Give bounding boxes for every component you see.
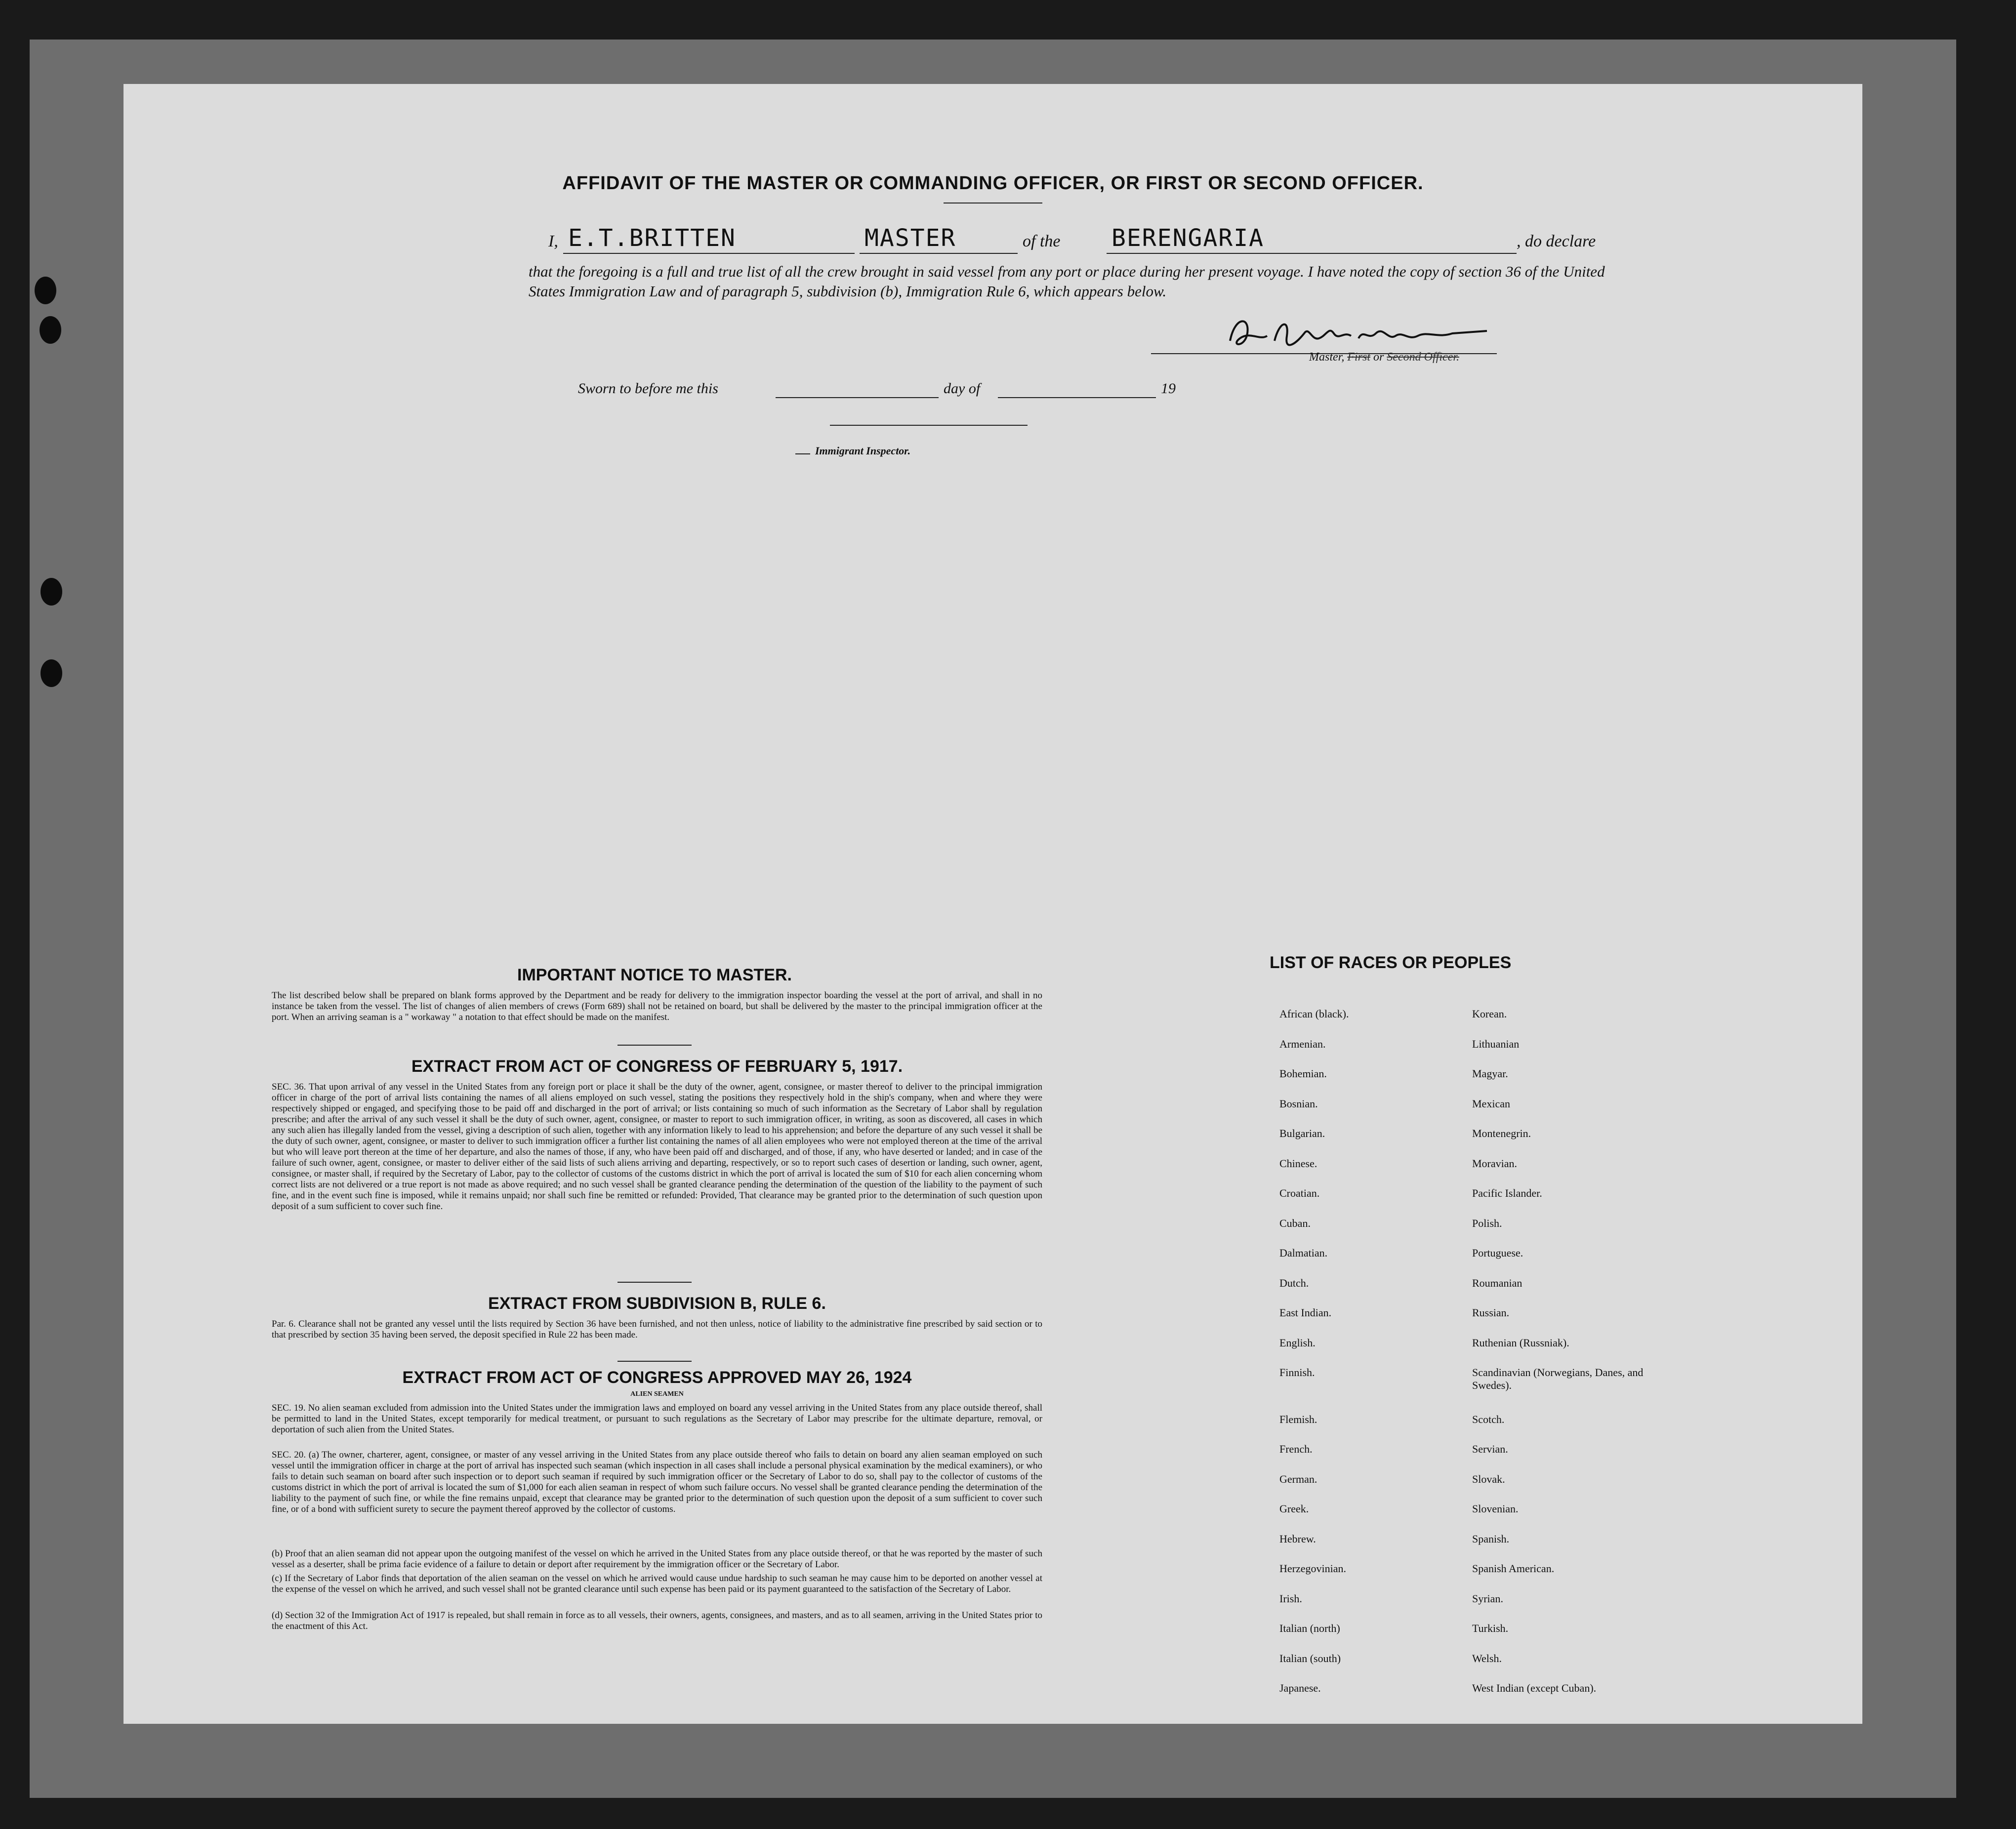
year-prefix: 19 [1161, 380, 1176, 397]
affidavit-declaration-line [548, 224, 1650, 257]
affidavit-title: AFFIDAVIT OF THE MASTER OR COMMANDING OFFICER, OR FIRST OR SECOND OFFICER. [562, 173, 1424, 194]
day-of-label: day of [944, 380, 981, 397]
race-left-19: Irish. [1279, 1592, 1302, 1605]
inspector-title-line [795, 453, 810, 454]
extract-1924-subtitle: ALIEN SEAMEN [630, 1390, 684, 1398]
sworn-month-blank [998, 397, 1156, 398]
extract-1924-sec20a: SEC. 20. (a) The owner, charterer, agent, consignee, or master of any vessel arriving in the United States from any place outside thereof who fails to detain on board any alien seaman employed on such vessel until the immigration officer in charge at the port of arrival has inspected such seaman (which inspection in all cases shall include a personal physical examination by the medical examiners), or who fails to detain such seaman on board after such inspection or to deport such seaman if required by such immigration officer or the Secretary of Labor to do so, shall pay to the collector of customs of the customs district in which the port of arrival is located the sum of $1,000 for each alien seaman in respect of whom such failure occurs. No vessel shall be granted clearance pending the determination of the liability to the payment of such fine, or while the fine remains unpaid, except that clearance may be granted prior to the determination of such question upon the deposit of a sum sufficient to cover such fine, or of a bond with sufficient surety to secure the payment thereof approved by the collector of customs. [272, 1450, 1042, 1514]
extract-rule-b [617, 1361, 692, 1362]
race-left-21: Italian (south) [1279, 1652, 1341, 1665]
race-right-22: West Indian (except Cuban). [1472, 1682, 1597, 1694]
race-right-6: Pacific Islander. [1472, 1187, 1542, 1199]
race-left-1: Armenian. [1279, 1037, 1326, 1050]
race-right-9: Roumanian [1472, 1276, 1522, 1289]
extract-rule6-text: Par. 6. Clearance shall not be granted any vessel until the lists required by Section 36 have been furnished, and not then unless, notice of liability to the administrative fine prescribed by said section or to that prescribed by section 35 having been served, the deposit specified in Rule 22 has been made. [272, 1319, 1042, 1340]
notice-title: IMPORTANT NOTICE TO MASTER. [517, 966, 792, 984]
race-left-8: Dalmatian. [1279, 1247, 1328, 1259]
race-right-12: Scandinavian (Norwegians, Danes, and Swedes). [1472, 1366, 1644, 1391]
race-right-2: Magyar. [1472, 1067, 1508, 1080]
extract-1924-sec19: SEC. 19. No alien seaman excluded from admission into the United States under the immigration laws and employed on board any vessel arriving in the United States from any place outside thereof, shall be permitted to land in the United States, except temporarily for medical treatment, or pursuant to such regulations as the Secretary of Labor may prescribe for the ultimate departure, removal, or deportation of such alien from the United States. [272, 1403, 1042, 1435]
race-right-18: Spanish American. [1472, 1562, 1555, 1575]
race-left-12: Finnish. [1279, 1366, 1315, 1379]
notice-rule [617, 1045, 692, 1046]
race-left-0: African (black). [1279, 1008, 1349, 1020]
race-right-21: Welsh. [1472, 1652, 1502, 1665]
sworn-line [578, 380, 1176, 402]
binder-hole-left-2 [40, 316, 61, 344]
binder-hole-left-3 [41, 578, 62, 606]
notice-text: The list described below shall be prepared on blank forms approved by the Department and be ready for delivery to the immigration inspector boarding the vessel at the port of arrival, and shall in no instance be taken from the vessel. The list of changes of alien members of crews (Form 689) shall not be retained on board, but shall be delivered by the master to the principal immigration officer at the port. When an arriving seaman is a " workaway " a notation to that effect should be made on the manifest. [272, 990, 1042, 1022]
race-right-10: Russian. [1472, 1306, 1510, 1319]
race-left-17: Hebrew. [1279, 1532, 1316, 1545]
extract-1924-title: EXTRACT FROM ACT OF CONGRESS APPROVED MAY 26, 1924 [402, 1368, 912, 1387]
race-left-9: Dutch. [1279, 1276, 1309, 1289]
inspector-label: Immigrant Inspector. [815, 445, 911, 457]
signature-caption-second-struck: Second Officer. [1387, 351, 1459, 364]
race-right-19: Syrian. [1472, 1592, 1503, 1605]
race-right-16: Slovenian. [1472, 1503, 1519, 1515]
signature-caption-master: Master, [1309, 351, 1345, 364]
extract-1924-sec20c: (c) If the Secretary of Labor finds that deportation of the alien seaman on the vessel on which he arrived would cause undue hardship to such seaman he may cause him to be deported on another vessel at the expense of the vessel on which he arrived, and such vessel shall not be granted clearance until such expense has been paid or its payment guaranteed to the satisfaction of the Secretary of Labor. [272, 1573, 1042, 1594]
race-left-13: Flemish. [1279, 1413, 1317, 1425]
race-left-5: Chinese. [1279, 1157, 1317, 1170]
race-left-10: East Indian. [1279, 1306, 1332, 1319]
race-right-8: Portuguese. [1472, 1247, 1523, 1259]
master-name: E.T.BRITTEN [568, 224, 736, 252]
race-right-11: Ruthenian (Russniak). [1472, 1336, 1569, 1349]
race-right-13: Scotch. [1472, 1413, 1505, 1425]
race-right-4: Montenegrin. [1472, 1127, 1531, 1139]
race-left-7: Cuban. [1279, 1217, 1311, 1229]
extract-rule-a [617, 1282, 692, 1283]
rank: MASTER [864, 224, 956, 252]
race-left-16: Greek. [1279, 1503, 1309, 1515]
race-left-6: Croatian. [1279, 1187, 1320, 1199]
race-right-14: Servian. [1472, 1443, 1508, 1455]
do-declare-label: , do declare [1517, 232, 1596, 250]
vessel-underline [1107, 253, 1517, 254]
signature-caption-first-struck: First [1347, 351, 1371, 364]
signature-caption [1309, 351, 1459, 364]
document-page [123, 84, 1862, 1724]
race-left-18: Herzegovinian. [1279, 1562, 1346, 1575]
race-left-3: Bosnian. [1279, 1097, 1318, 1110]
extract-1917-text: SEC. 36. That upon arrival of any vessel in the United States from any foreign port or place it shall be the duty of the owner, agent, consignee, or master thereof to deliver to the principal immigration officer in charge of the port of arrival lists containing the names of all aliens employed on such vessel, stating the positions they respectively hold in the ship's company, when and where they were respectively shipped or engaged, and specifying those to be paid off and discharged in the port of arrival; or lists containing so much of such information as the Secretary of Labor shall by regulation prescribe; and after the arrival of any such vessel it shall be the duty of such owner, agent, consignee, or master to report to such immigration officer, in writing, as soon as discovered, all cases in which any such alien has illegally landed from the vessel, giving a description of such alien, together with any information likely to lead to his apprehension; and before the departure of any such vessel it shall be the duty of such owner, agent, consignee, or master to deliver to such immigration officer a further list containing the names of all alien employees who were not employed thereon at the time of the arrival but who will leave port thereon at the time of her departure, and also the names of those, if any, who have been paid off and discharged, and of those, if any, who have deserted or landed; and in case of the failure of such owner, agent, consignee, or master to deliver either of the said lists of such aliens arriving and departing, respectively, or so to report such cases of desertion or landing, such owner, agent, consignee, or master shall, if required by the Secretary of Labor, pay to the collector of customs of the customs district in which the port of arrival is located the sum of $10 for each alien concerning whom correct lists are not delivered or a true report is not made as above required; and no such vessel shall be granted clearance pending the determination of the question of the liability to the payment of such fine, and in the event such fine is imposed, while it remains unpaid; nor shall such fine be remitted or refunded: Provided, That clearance may be granted prior to the determination of such question upon deposit of a sum sufficient to cover such fine. [272, 1082, 1042, 1212]
races-title: LIST OF RACES OR PEOPLES [1270, 953, 1512, 972]
vessel-name: BERENGARIA [1111, 224, 1264, 252]
extract-1924-sec20b: (b) Proof that an alien seaman did not appear upon the outgoing manifest of the vessel on which he arrived in the United States from any place outside thereof, or that he was reported by the master of such vessel as a deserter, shall be prima facie evidence of a failure to detain or deport after requirement by the immigration officer or the Secretary of Labor. [272, 1548, 1042, 1570]
race-left-2: Bohemian. [1279, 1067, 1327, 1080]
extract-rule6-title: EXTRACT FROM SUBDIVISION B, RULE 6. [488, 1294, 826, 1313]
race-left-14: French. [1279, 1443, 1313, 1455]
race-right-5: Moravian. [1472, 1157, 1518, 1170]
race-right-3: Mexican [1472, 1097, 1510, 1110]
race-right-15: Slovak. [1472, 1472, 1505, 1485]
master-signature [1220, 311, 1497, 356]
race-right-20: Turkish. [1472, 1622, 1509, 1634]
race-right-17: Spanish. [1472, 1532, 1510, 1545]
name-underline [563, 253, 855, 254]
of-the-label: of the [1023, 232, 1061, 250]
signature-caption-or: or [1373, 351, 1384, 364]
binder-hole-left-1 [35, 277, 56, 304]
inspector-signature-line [830, 425, 1028, 426]
affidavit-body: that the foregoing is a full and true list of all the crew brought in said vessel from any port or place during her present voyage. I have noted the copy of section 36 of the United States Immigration Law and of paragraph 5, subdivision (b), Immigration Rule 6, which appears below. [529, 263, 1605, 300]
race-right-1: Lithuanian [1472, 1037, 1520, 1050]
race-left-15: German. [1279, 1472, 1317, 1485]
sworn-label: Sworn to before me this [578, 380, 718, 397]
race-right-7: Polish. [1472, 1217, 1502, 1229]
rank-underline [860, 253, 1018, 254]
sworn-day-blank [776, 397, 939, 398]
race-right-0: Korean. [1472, 1008, 1507, 1020]
extract-1917-title: EXTRACT FROM ACT OF CONGRESS OF FEBRUARY 5, 1917. [411, 1057, 903, 1076]
i-label: I, [548, 232, 558, 250]
race-left-22: Japanese. [1279, 1682, 1321, 1694]
race-left-20: Italian (north) [1279, 1622, 1340, 1634]
extract-1924-sec20d: (d) Section 32 of the Immigration Act of 1917 is repealed, but shall remain in force as to all vessels, their owners, agents, consignees, and masters, and as to all seamen, arriving in the United States prior to the enactment of this Act. [272, 1610, 1042, 1631]
race-left-4: Bulgarian. [1279, 1127, 1325, 1139]
binder-hole-left-4 [41, 659, 62, 687]
race-left-11: English. [1279, 1336, 1316, 1349]
